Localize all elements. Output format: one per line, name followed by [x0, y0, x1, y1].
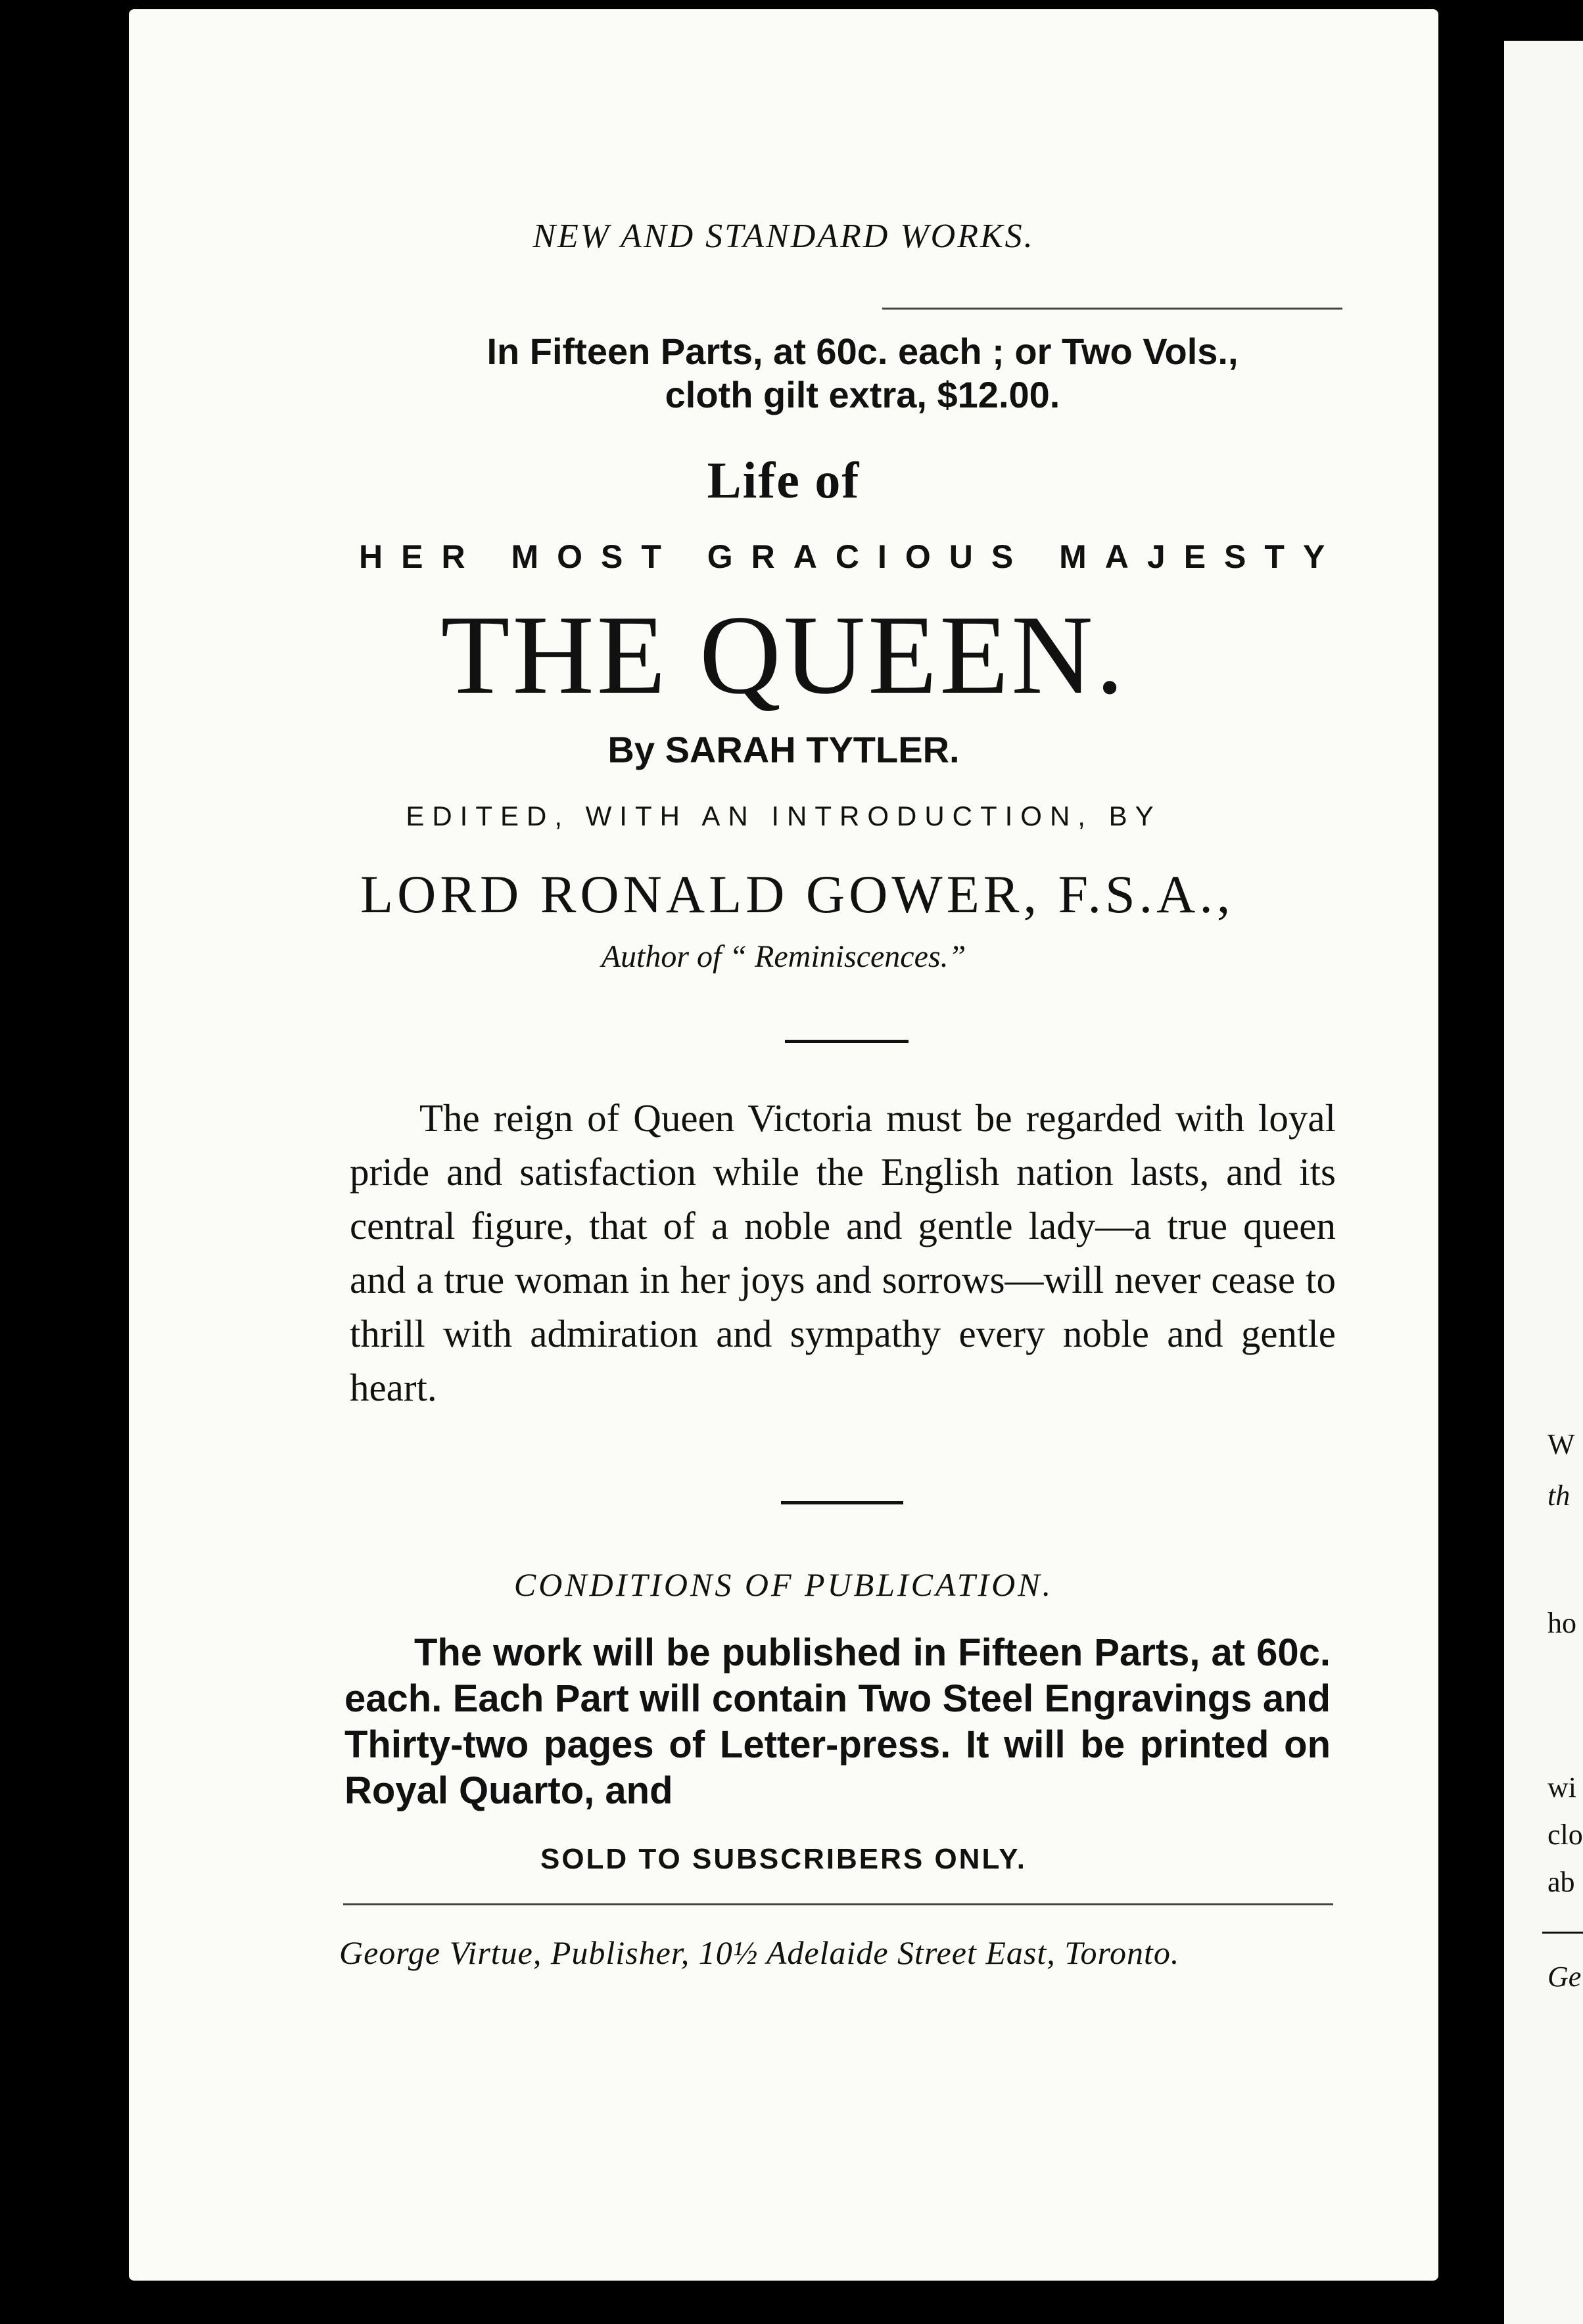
adjacent-page-fragment: Ge	[1548, 1961, 1582, 1993]
adjacent-page-fragment: th	[1548, 1479, 1571, 1512]
adjacent-page-fragment: wi	[1548, 1771, 1576, 1803]
adjacent-page-rule	[1542, 1932, 1583, 1934]
subscription-notice: SOLD TO SUBSCRIBERS ONLY.	[540, 1843, 1027, 1875]
title-blackletter: Life of	[707, 452, 861, 509]
author-line: By SARAH TYTLER.	[607, 729, 960, 770]
editor-name: LORD RONALD GOWER, F.S.A.,	[360, 864, 1235, 924]
conditions-paragraph: The work will be published in Fifteen Parts, at 60c. each. Each Part will contain Two Steel Engravings and Thirty-two pages of Letter-press. It will be printed on Royal Quarto, and	[344, 1631, 1331, 1812]
publisher-imprint: George Virtue, Publisher, 10½ Adelaide Street East, Toronto.	[339, 1934, 1180, 1971]
edited-line: EDITED, WITH AN INTRODUCTION, BY	[406, 801, 1162, 831]
description-paragraph: The reign of Queen Victoria must be regarded with loyal pride and satisfaction while the English nation lasts, and its central figure, that of a noble and gentle lady—a true queen and a true woman in her joys and sorrows—will never cease to thrill with admiration and sympathy every noble and gentle heart.	[350, 1096, 1336, 1409]
footer-rule	[343, 1903, 1333, 1905]
header-rule	[882, 308, 1342, 310]
price-line-2: cloth gilt extra, $12.00.	[665, 374, 1060, 415]
title-main: THE QUEEN.	[440, 593, 1127, 718]
conditions-heading: CONDITIONS OF PUBLICATION.	[513, 1566, 1054, 1603]
section-divider	[785, 1040, 909, 1043]
price-line-1: In Fifteen Parts, at 60c. each ; or Two Vols.,	[486, 331, 1239, 372]
editor-credit: Author of “ Reminiscences.”	[601, 939, 966, 974]
running-head: NEW AND STANDARD WORKS.	[532, 218, 1035, 255]
adjacent-page-fragment: W	[1548, 1428, 1575, 1460]
title-subtitle: HER MOST GRACIOUS MAJESTY	[359, 538, 1344, 575]
section-divider	[781, 1501, 903, 1504]
adjacent-page-fragment: clo	[1548, 1819, 1583, 1851]
adjacent-page-fragment: ab	[1548, 1866, 1575, 1898]
adjacent-page-fragment: ho	[1548, 1607, 1576, 1639]
price-notice	[363, 330, 1362, 417]
